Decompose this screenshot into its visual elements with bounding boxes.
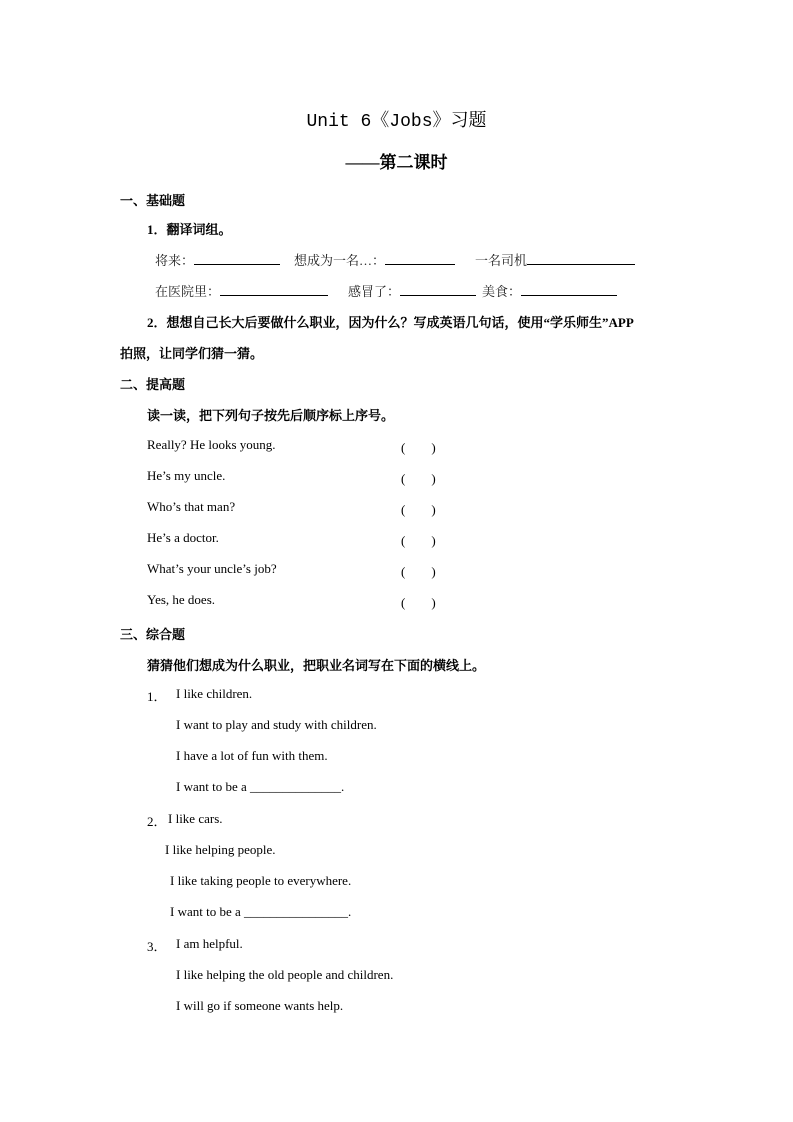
section-2-instruction: 读一读，把下列句子按先后顺序标上序号。 (147, 408, 395, 423)
answer-blank[interactable] (527, 252, 635, 265)
item-line: I like helping people. (165, 842, 276, 857)
answer-blank[interactable] (194, 252, 280, 265)
answer-blank[interactable] (220, 283, 328, 296)
sentence-item: He’s my uncle. (147, 468, 226, 483)
order-bracket[interactable]: ( ) (401, 595, 436, 610)
order-bracket[interactable]: ( ) (401, 471, 436, 486)
item-number: 2． (147, 814, 167, 829)
section-3-instruction: 猜猜他们想成为什么职业，把职业名词写在下面的横线上。 (147, 658, 486, 673)
section-2-heading: 二、提高题 (120, 377, 186, 392)
sentence-item: Really? He looks young. (147, 437, 276, 452)
section-3-heading: 三、综合题 (120, 627, 186, 642)
question-1: 1．翻译词组。 (147, 222, 232, 237)
order-bracket[interactable]: ( ) (401, 440, 436, 455)
item-line: I like taking people to everywhere. (170, 873, 352, 888)
item-number: 1． (147, 689, 167, 704)
answer-blank[interactable] (385, 252, 455, 265)
item-line: I want to be a ______________. (176, 779, 345, 794)
question-2-line-1: 2．想想自己长大后要做什么职业，因为什么？写成英语几句话，使用“学乐师生”APP (147, 315, 634, 330)
sentence-item: He’s a doctor. (147, 530, 219, 545)
order-bracket[interactable]: ( ) (401, 533, 436, 548)
sentence-item: Yes, he does. (147, 592, 216, 607)
item-number: 3． (147, 939, 167, 954)
order-bracket[interactable]: ( ) (401, 502, 436, 517)
document-title: Unit 6《Jobs》习题 (306, 112, 487, 132)
item-line: I will go if someone wants help. (176, 998, 344, 1013)
phrase-row-1 (155, 250, 635, 269)
phrase: 在医院里： (155, 284, 221, 299)
phrase: 感冒了： (348, 284, 401, 299)
phrase: 将来： (155, 253, 195, 268)
sentence-item: Who’s that man? (147, 499, 236, 514)
phrase: 一名司机 (475, 253, 528, 268)
section-1-heading: 一、基础题 (120, 193, 186, 208)
item-line: I like children. (176, 686, 253, 701)
question-2-line-2: 拍照，让同学们猜一猜。 (120, 346, 264, 361)
phrase-row-2 (155, 281, 617, 300)
document-subtitle: ——第二课时 (345, 153, 448, 172)
phrase: 美食： (482, 284, 522, 299)
answer-blank[interactable] (521, 283, 617, 296)
item-line: I want to play and study with children. (176, 717, 377, 732)
item-line: I am helpful. (176, 936, 243, 951)
sentence-item: What’s your uncle’s job? (147, 561, 277, 576)
answer-blank[interactable] (400, 283, 476, 296)
item-line: I have a lot of fun with them. (176, 748, 328, 763)
item-line: I like cars. (168, 811, 223, 826)
phrase: 想成为一名…： (294, 253, 386, 268)
item-line: I want to be a ________________. (170, 904, 352, 919)
order-bracket[interactable]: ( ) (401, 564, 436, 579)
item-line: I like helping the old people and children. (176, 967, 394, 982)
